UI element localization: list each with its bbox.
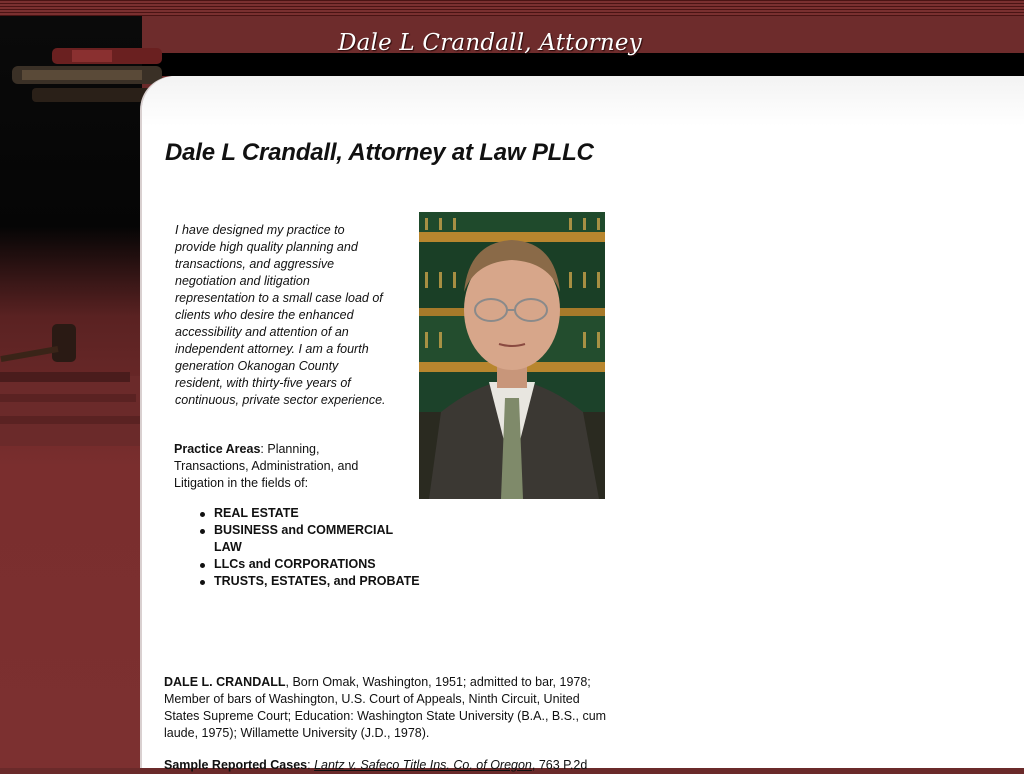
- gavel-image: [0, 316, 140, 456]
- biography-paragraph: [164, 674, 616, 742]
- list-item: LLCs and CORPORATIONS: [214, 556, 424, 573]
- left-decorative-column: [0, 16, 142, 768]
- list-item: REAL ESTATE: [214, 505, 424, 522]
- cases-label: Sample Reported Cases: [164, 758, 308, 772]
- panel-top-shade: [142, 76, 1024, 126]
- reported-cases-paragraph: [164, 757, 624, 774]
- cases-separator: :: [307, 758, 315, 772]
- case-link[interactable]: Lantz v. Safeco Title Ins. Co. of Oregon: [314, 758, 532, 772]
- site-title: Dale L Crandall, Attorney: [338, 30, 642, 56]
- practice-areas-list: [174, 505, 424, 590]
- attorney-portrait-image: [419, 212, 605, 499]
- practice-areas-label: Practice Areas: [174, 442, 261, 456]
- case-citation: , 763 P.2d: [531, 758, 588, 772]
- practice-areas-text: : Planning, Transactions, Administration, and Litigation in the fields of:: [174, 442, 359, 490]
- page-title: Dale L Crandall, Attorney at Law PLLC: [165, 139, 594, 166]
- list-item: BUSINESS and COMMERCIAL LAW: [214, 522, 424, 556]
- bio-name: DALE L. CRANDALL: [164, 675, 286, 689]
- bio-text: , Born Omak, Washington, 1951; admitted to bar, 1978; Member of bars of Washington, U.S. Court of Appeals, Ninth Circuit, United States Supreme Court; Education: Washington State University (B.A., B.S., cum laude, 1975); Willamette University (J.D., 1978).: [164, 675, 607, 740]
- intro-paragraph: I have designed my practice to provide high quality planning and transactions, and aggressive negotiation and litigation representation to a small case load of clients who desire the enhanced accessibility and attention of an independent attorney. I am a fourth generation Okanogan County resident, with thirty-five years of continuous, private sector experience.: [175, 223, 386, 407]
- list-item: TRUSTS, ESTATES, and PROBATE: [214, 573, 424, 590]
- practice-areas-intro: [174, 441, 374, 492]
